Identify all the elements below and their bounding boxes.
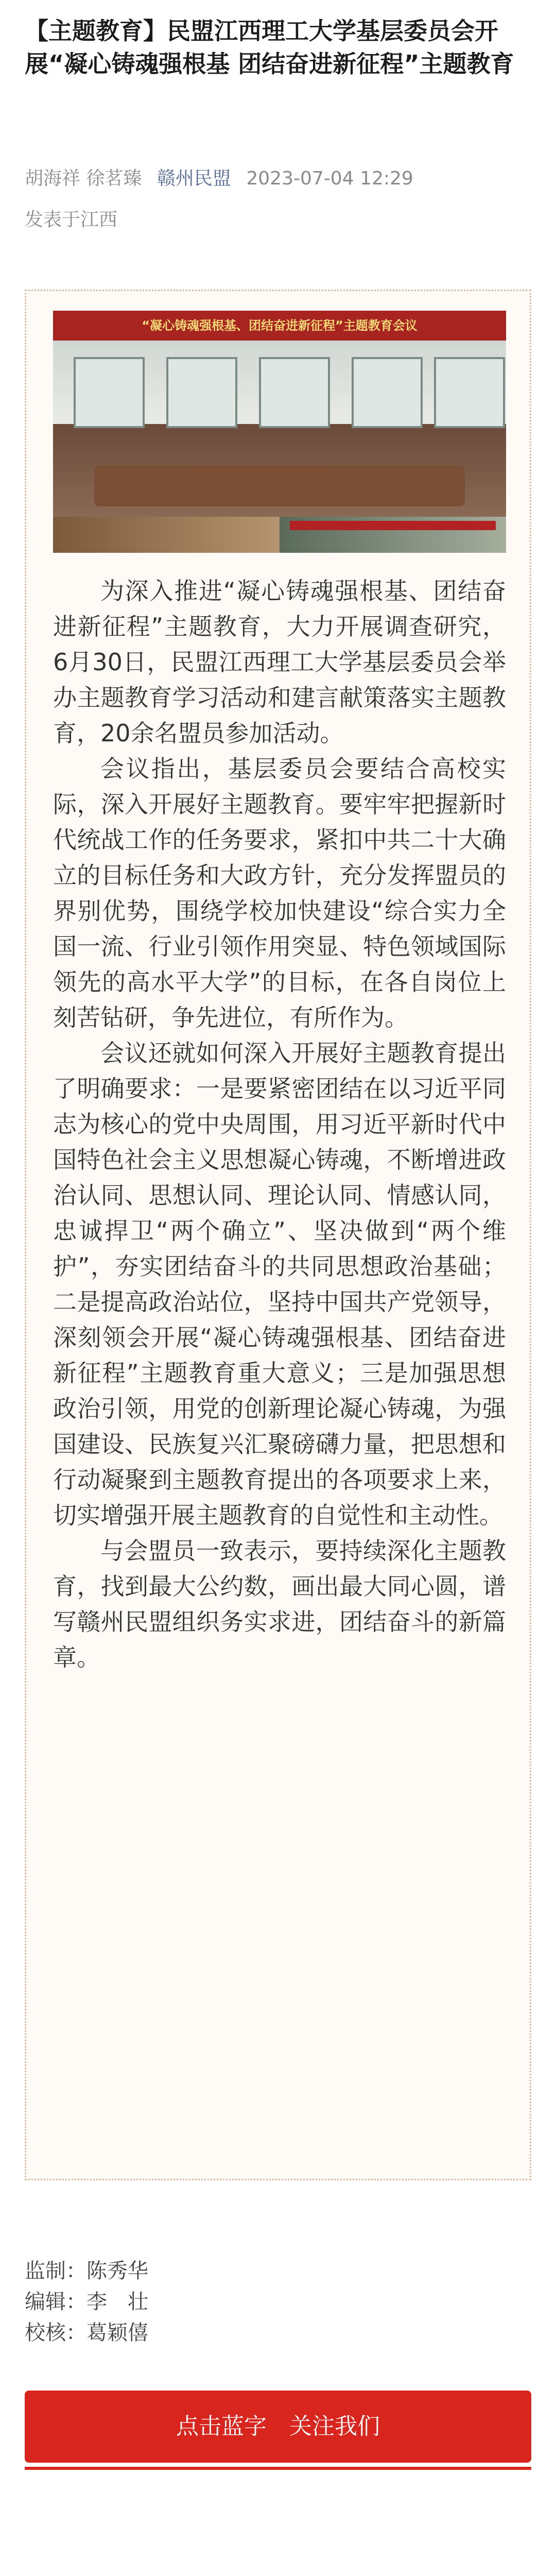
paragraph: 会议指出，基层委员会要结合高校实际，深入开展好主题教育。要牢牢把握新时代统战工作的任务要求，紧扣中共二十大确立的目标任务和大政方针，充分发挥盟员的界别优势，围绕学校加快建设“综合实力全国一流、行业引领作用突显、特色领域国际领先的高水平大学”的目标，在各自岗位上刻苦钻研，争先进位，有所作为。 <box>53 755 506 1031</box>
meeting-photo-main[interactable] <box>53 311 506 517</box>
article-title: 【主题教育】民盟江西理工大学基层委员会开展“凝心铸魂强根基 团结奋进新征程”主题教育 <box>25 17 514 78</box>
credit-supervisor: 监制：陈秀华 <box>25 2259 148 2283</box>
meeting-photo-left[interactable] <box>53 517 280 553</box>
account-link[interactable]: 赣州民盟 <box>157 168 231 189</box>
meeting-banner: “凝心铸魂强根基、团结奋进新征程”主题教育会议 <box>53 311 506 341</box>
article-body <box>53 573 506 1675</box>
meeting-photo-right[interactable] <box>280 517 506 553</box>
divider <box>25 2467 531 2470</box>
author: 胡海祥 徐茗臻 <box>25 168 142 189</box>
paragraph: 与会盟员一致表示，要持续深化主题教育，找到最大公约数，画出最大同心圆，谱写赣州民盟组织务实求进，团结奋斗的新篇章。 <box>53 1537 506 1671</box>
publish-time: 2023-07-04 12:29 <box>246 168 413 189</box>
credits <box>25 2256 148 2348</box>
credit-editor: 编辑：李 壮 <box>25 2290 148 2314</box>
follow-banner-label: 点击蓝字 关注我们 <box>176 2413 380 2439</box>
publish-location: 发表于江西 <box>25 209 118 230</box>
credit-proofreader: 校核：葛颖僖 <box>25 2321 148 2345</box>
follow-banner-top[interactable] <box>25 2391 531 2463</box>
article-meta <box>25 164 531 190</box>
article-card <box>25 290 531 2180</box>
paragraph: 为深入推进“凝心铸魂强根基、团结奋进新征程”主题教育，大力开展调查研究，6月30日，民盟江西理工大学基层委员会举办主题教育学习活动和建言献策落实主题教育，20余名盟员参加活动。 <box>53 577 506 747</box>
photo-collage <box>53 311 506 553</box>
paragraph: 会议还就如何深入开展好主题教育提出了明确要求：一是要紧密团结在以习近平同志为核心的党中央周围，用习近平新时代中国特色社会主义思想凝心铸魂，不断增进政治认同、思想认同、理论认同、情感认同，忠诚捍卫“两个确立”、坚决做到“两个维护”，夯实团结奋斗的共同思想政治基础；二是提高政治站位，坚持中国共产党领导，深刻领会开展“凝心铸魂强根基、团结奋进新征程”主题教育重大意义；三是加强思想政治引领，用党的创新理论凝心铸魂，为强国建设、民族复兴汇聚磅礴力量，把思想和行动凝聚到主题教育提出的各项要求上来，切实增强开展主题教育的自觉性和主动性。 <box>53 1039 506 1529</box>
